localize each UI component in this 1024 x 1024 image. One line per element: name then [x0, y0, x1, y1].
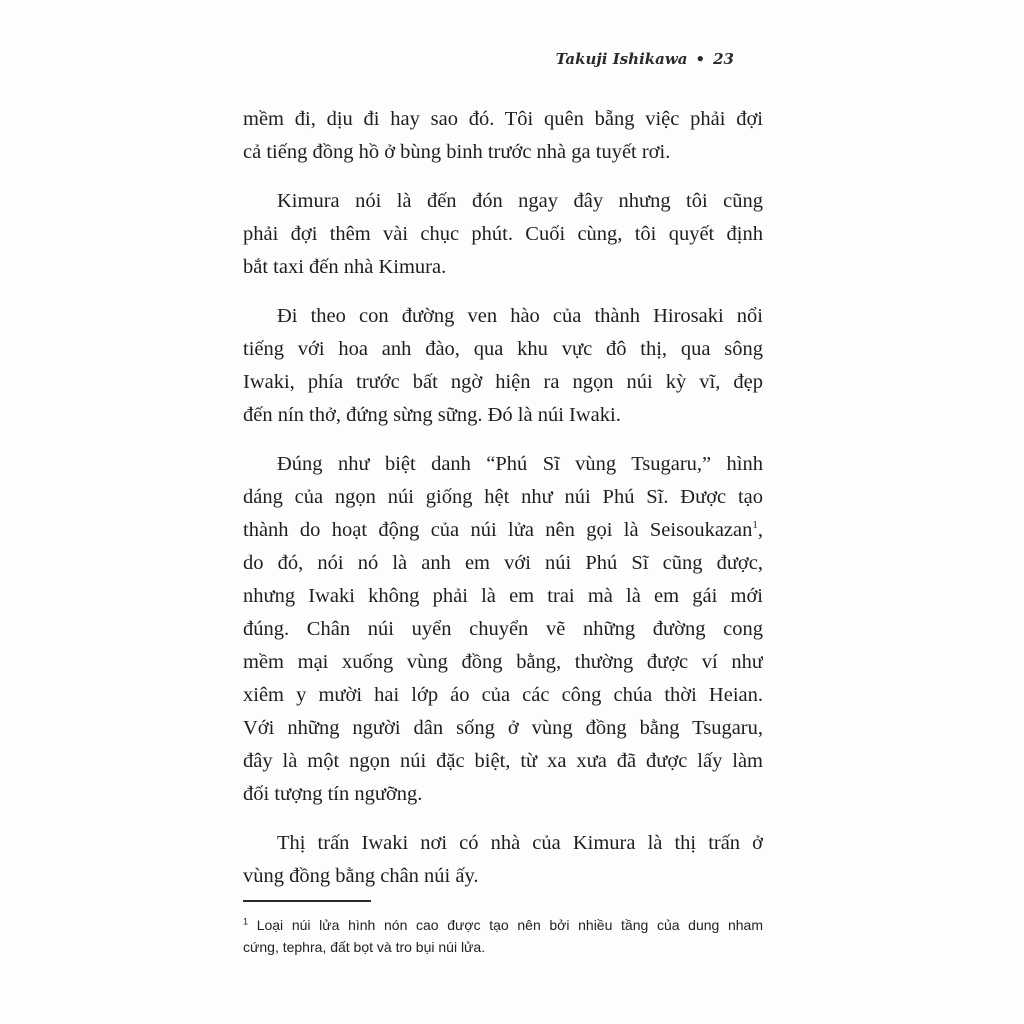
text-line: đối tượng tín ngưỡng. [243, 783, 423, 805]
paragraph-1 [243, 103, 763, 169]
text-line: Iwaki, phía trước bất ngờ hiện ra ngọn núi kỳ vĩ, đẹp [243, 371, 763, 393]
text-line: cả tiếng đồng hồ ở bùng binh trước nhà ga tuyết rơi. [243, 141, 671, 163]
text-line: tiếng với hoa anh đào, qua khu vực đô thị, qua sông [243, 338, 763, 360]
text-line: mềm mại xuống vùng đồng bằng, thường được ví như [243, 651, 763, 673]
text-line: Đi theo con đường ven hào của thành Hirosaki nổi [277, 305, 763, 327]
footnote-line-2: cứng, tephra, đất bọt và tro bụi núi lửa. [243, 939, 486, 955]
footnote [243, 914, 763, 958]
text-line: xiêm y mười hai lớp áo của các công chúa thời Heian. [243, 684, 763, 706]
footnote-reference[interactable]: 1 [752, 519, 758, 532]
punctuation-comma: , [757, 519, 763, 541]
header-author: Takuji Ishikawa [555, 50, 688, 68]
footnote-divider [243, 900, 371, 902]
text-line: bắt taxi đến nhà Kimura. [243, 256, 447, 278]
paragraph-3 [243, 300, 763, 432]
footnote-text: Loại núi lửa hình nón cao được tạo nên bởi nhiều tầng của dung nham [256, 917, 763, 933]
text-line: dáng của ngọn núi giống hệt như núi Phú Sĩ. Được tạo [243, 486, 763, 508]
paragraph-2 [243, 185, 763, 284]
text-line: vùng đồng bằng chân núi ấy. [243, 865, 479, 887]
text-line: mềm đi, dịu đi hay sao đó. Tôi quên bẵng việc phải đợi [243, 108, 763, 130]
text-line: đúng. Chân núi uyển chuyển vẽ những đường cong [243, 618, 763, 640]
body-text [243, 103, 763, 909]
footnote-marker: 1 [243, 916, 249, 927]
text-line: đây là một ngọn núi đặc biệt, từ xa xưa đã được lấy làm [243, 750, 763, 772]
footnote-line-1 [243, 914, 763, 936]
text-line: do đó, nói nó là anh em với núi Phú Sĩ cũng được, [243, 552, 763, 574]
text-line-content: thành do hoạt động của núi lửa nên gọi là Seisoukazan [243, 519, 753, 541]
text-line: phải đợi thêm vài chục phút. Cuối cùng, tôi quyết định [243, 223, 763, 245]
running-header [556, 50, 734, 68]
text-line: đến nín thở, đứng sừng sững. Đó là núi Iwaki. [243, 404, 621, 426]
paragraph-4 [243, 448, 763, 811]
text-line-with-footnote [243, 514, 763, 547]
text-line: Với những người dân sống ở vùng đồng bằng Tsugaru, [243, 717, 763, 739]
text-line: Đúng như biệt danh “Phú Sĩ vùng Tsugaru,” hình [277, 453, 763, 475]
text-line: nhưng Iwaki không phải là em trai mà là em gái mới [243, 585, 763, 607]
header-page-number: 23 [713, 50, 734, 68]
header-separator: • [695, 50, 706, 68]
paragraph-5 [243, 827, 763, 893]
text-line: Kimura nói là đến đón ngay đây nhưng tôi cũng [277, 190, 763, 212]
text-line: Thị trấn Iwaki nơi có nhà của Kimura là thị trấn ở [277, 832, 763, 854]
